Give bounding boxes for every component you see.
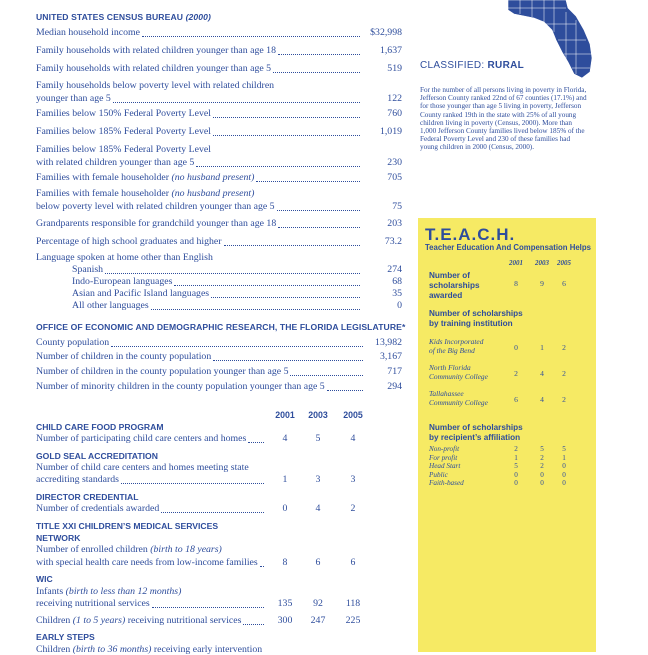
teach-value: 9: [540, 279, 544, 288]
teach-value: 5: [540, 445, 544, 453]
teach-row-label: Public: [429, 470, 448, 479]
dot-leader: [113, 102, 360, 103]
program-value: 0: [282, 503, 288, 514]
census-row-label: [36, 172, 254, 183]
dot-leader: [213, 360, 363, 361]
label-italic: (birth to 36 months): [70, 644, 152, 655]
program-value: 5: [315, 433, 321, 444]
label-italic: (birth to 18 years): [147, 544, 222, 555]
teach-title: T.E.A.C.H.: [425, 225, 516, 244]
program-year-header: 2003: [308, 410, 328, 420]
label-text: receiving early intervention: [151, 644, 263, 655]
teach-value: 2: [562, 395, 566, 404]
teach-value: 0: [514, 343, 518, 352]
census-row-value: $32,998: [370, 27, 402, 38]
teach-row-label: Tallahassee: [429, 389, 464, 398]
oedr-row-value: 3,167: [379, 351, 402, 362]
program-label: [36, 586, 181, 597]
program-value: 300: [277, 615, 293, 626]
teach-year-header: 2005: [557, 259, 571, 267]
census-row-label: [36, 218, 276, 229]
census-row-label: [36, 27, 140, 38]
census-row-value: 705: [387, 172, 402, 183]
census-row-value: 75: [392, 201, 402, 212]
label-text: accrediting standards: [36, 474, 119, 485]
teach-value: 2: [540, 462, 544, 471]
dot-leader: [248, 442, 264, 443]
teach-subtitle: Teacher Education And Compensation Helps: [425, 243, 591, 252]
teach-section-header: by recipient’s affiliation: [429, 433, 521, 442]
label-text: All other languages: [72, 300, 149, 311]
census-row-label: [36, 144, 211, 155]
language-row-value: 35: [392, 288, 402, 299]
teach-row-label: Non-profit: [429, 445, 460, 453]
program-label: [36, 503, 159, 514]
census-row-label: [36, 45, 276, 56]
label-text: Number of minority children in the county population younger than age 5: [36, 381, 325, 392]
teach-value: 2: [562, 343, 566, 352]
dot-leader: [152, 607, 264, 608]
program-label: [36, 433, 246, 444]
language-row-label: [72, 288, 209, 299]
program-value: 4: [282, 433, 288, 444]
label-text: below poverty level with related children younger than age 5: [36, 201, 275, 212]
label-text: Families below 185% Federal Poverty Level: [36, 144, 211, 155]
census-row-label: [36, 93, 111, 104]
census-row-value: 73.2: [384, 236, 402, 247]
program-label: [36, 462, 249, 473]
teach-value: 0: [562, 462, 566, 471]
dot-leader: [196, 166, 360, 167]
teach-value: 8: [514, 279, 518, 288]
program-value: 92: [313, 598, 323, 609]
teach-label: Number of: [429, 271, 470, 280]
program-value: 247: [310, 615, 326, 626]
teach-value: 0: [562, 470, 566, 479]
label-text: Number of children in the county population younger than age 5: [36, 366, 289, 377]
language-row-label: [72, 300, 149, 311]
oedr-row-label: [36, 366, 288, 377]
teach-value: 4: [540, 369, 544, 378]
label-text: receiving nutritional services: [125, 615, 242, 626]
teach-value: 0: [562, 479, 566, 488]
label-text: Asian and Pacific Island languages: [72, 288, 210, 299]
label-italic: (no husband present): [169, 172, 255, 183]
label-text: Children: [36, 644, 71, 655]
label-text: Number of enrolled children: [36, 544, 148, 555]
program-header: DIRECTOR CREDENTIAL: [36, 492, 139, 502]
label-text: Children: [36, 615, 71, 626]
teach-value: 5: [514, 462, 518, 471]
label-text: Number of child care centers and homes meeting state: [36, 462, 249, 473]
dot-leader: [121, 483, 264, 484]
teach-value: 0: [540, 479, 544, 488]
census-row-label: [36, 80, 274, 91]
label-text: Percentage of high school graduates and higher: [36, 236, 222, 247]
label-italic: (1 to 5 years): [70, 615, 126, 626]
label-text: Families with female householder: [36, 172, 170, 183]
label-text: Grandparents responsible for grandchild younger than age 18: [36, 218, 277, 229]
dot-leader: [105, 273, 360, 274]
oedr-row-label: [36, 381, 325, 392]
program-label: [36, 615, 241, 626]
dot-leader: [243, 624, 264, 625]
label-text: with related children younger than age 5: [36, 157, 195, 168]
label-text: younger than age 5: [36, 93, 111, 104]
label-text: with special health care needs from low-income families: [36, 557, 258, 568]
teach-value: 4: [540, 395, 544, 404]
teach-row-label: Kids Incorporated: [429, 337, 484, 346]
oedr-row-value: 294: [387, 381, 402, 392]
program-year-header: 2005: [343, 410, 363, 420]
teach-value: 1: [562, 453, 566, 462]
census-row-value: 203: [387, 218, 402, 229]
dot-leader: [111, 346, 363, 347]
teach-value: 1: [540, 343, 544, 352]
census-row-label: [36, 236, 222, 247]
teach-value: 2: [514, 369, 518, 378]
dot-leader: [224, 245, 360, 246]
program-label: [36, 544, 222, 555]
teach-value: 5: [562, 445, 566, 453]
oedr-row-label: [36, 337, 109, 348]
label-text: Number of children in the county population: [36, 351, 212, 362]
label-text: Family households with related children younger than age 5: [36, 63, 272, 74]
teach-value: 6: [562, 279, 566, 288]
teach-section-header: Number of scholarships: [429, 423, 523, 432]
dot-leader: [142, 36, 360, 37]
teach-year-header: 2003: [535, 259, 549, 267]
label-text: Number of participating child care centers and homes: [36, 433, 247, 444]
program-value: 4: [350, 433, 356, 444]
dot-leader: [151, 309, 360, 310]
teach-value: 6: [514, 395, 518, 404]
program-header: GOLD SEAL ACCREDITATION: [36, 451, 158, 461]
program-value: 118: [345, 598, 361, 609]
census-row-label: [36, 108, 211, 119]
teach-row-label: Community College: [429, 372, 488, 381]
label-text: Families below 185% Federal Poverty Level: [36, 126, 211, 137]
language-header: [36, 252, 213, 263]
teach-value: 1: [514, 453, 518, 462]
teach-label: scholarships: [429, 281, 480, 290]
language-row-label: [72, 276, 172, 287]
census-row-label: [36, 126, 211, 137]
census-header: UNITED STATES CENSUS BUREAU (2000): [36, 12, 212, 22]
classified-label: CLASSIFIED: RURAL: [420, 60, 525, 71]
program-header: EARLY STEPS: [36, 632, 95, 642]
oedr-header: OFFICE OF ECONOMIC AND DEMOGRAPHIC RESEARCH, THE FLORIDA LEGISLATURE*: [36, 322, 406, 332]
poverty-blurb: For the number of all persons living in poverty in Florida, Jefferson County ranked 22nd of 67 counties (17.1%) and for those younger than age 5 living in poverty, Jefferson County ranked 19th in the state with 25% of all young children living in poverty (Census, 2000). More than 1,000 Jefferson County families lived below 185% of the Federal Poverty Level and 230 of these families had young children in 2000 (Census, 2000).: [420, 86, 587, 152]
census-row-value: 760: [387, 108, 402, 119]
program-header: NETWORK: [36, 533, 81, 543]
dot-leader: [260, 566, 264, 567]
census-row-value: 1,637: [379, 45, 402, 56]
program-value: 2: [350, 503, 356, 514]
oedr-row-label: [36, 351, 211, 362]
teach-value: 2: [540, 453, 544, 462]
dot-leader: [161, 512, 264, 513]
language-row-value: 0: [397, 300, 402, 311]
label-italic: (no husband present): [169, 188, 255, 199]
oedr-row-value: 717: [387, 366, 402, 377]
label-text: County population: [36, 337, 110, 348]
label-text: Indo-European languages: [72, 276, 173, 287]
program-value: 135: [277, 598, 293, 609]
teach-section-header: by training institution: [429, 319, 513, 328]
teach-value: 0: [540, 470, 544, 479]
teach-label: awarded: [429, 291, 463, 300]
program-value: 3: [350, 474, 356, 485]
teach-value: 0: [514, 470, 518, 479]
label-italic: (birth to less than 12 months): [63, 586, 182, 597]
census-row-value: 230: [387, 157, 402, 168]
label-text: Spanish: [72, 264, 104, 275]
label-text: Language spoken at home other than English: [36, 252, 213, 263]
program-value: 3: [315, 474, 321, 485]
teach-row-label: North Florida: [429, 363, 471, 372]
language-row-label: [72, 264, 103, 275]
census-row-value: 122: [387, 93, 402, 104]
teach-row-label: of the Big Bend: [429, 346, 475, 355]
program-value: 6: [315, 557, 321, 568]
dot-leader: [211, 297, 360, 298]
census-row-label: [36, 157, 194, 168]
label-text: Family households with related children younger than age 18: [36, 45, 276, 56]
program-label: [36, 557, 258, 568]
program-label: [36, 598, 150, 609]
census-row-label: [36, 188, 254, 199]
teach-row-label: Community College: [429, 398, 488, 407]
teach-row-label: Faith-based: [429, 479, 464, 488]
label-text: Median household income: [36, 27, 140, 38]
census-row-label: [36, 63, 271, 74]
program-year-header: 2001: [275, 410, 295, 420]
teach-row-label: For profit: [429, 453, 458, 462]
program-value: 6: [350, 557, 356, 568]
teach-year-header: 2001: [509, 259, 523, 267]
language-row-value: 274: [387, 264, 402, 275]
oedr-row-value: 13,982: [375, 337, 402, 348]
teach-row-label: Head Start: [429, 462, 461, 471]
census-row-value: 519: [387, 63, 402, 74]
label-text: Families with female householder: [36, 188, 170, 199]
dot-leader: [174, 285, 360, 286]
census-row-label: [36, 201, 275, 212]
label-text: Family households below poverty level with related children: [36, 80, 275, 91]
program-value: 4: [315, 503, 321, 514]
program-header: WIC: [36, 574, 53, 584]
program-value: 8: [282, 557, 288, 568]
program-label: [36, 474, 119, 485]
label-text: Families below 150% Federal Poverty Level: [36, 108, 211, 119]
program-value: 225: [345, 615, 361, 626]
program-header: TITLE XXI CHILDREN’S MEDICAL SERVICES: [36, 521, 219, 531]
label-text: receiving nutritional services: [36, 598, 150, 609]
census-row-value: 1,019: [379, 126, 402, 137]
teach-panel: [418, 218, 596, 652]
teach-value: 0: [514, 479, 518, 488]
dot-leader: [213, 117, 360, 118]
teach-value: 2: [514, 445, 518, 453]
dot-leader: [213, 135, 360, 136]
label-text: Infants: [36, 586, 64, 597]
teach-value: 2: [562, 369, 566, 378]
teach-section-header: Number of scholarships: [429, 309, 523, 318]
program-value: 1: [282, 474, 288, 485]
language-row-value: 68: [392, 276, 402, 287]
label-text: Number of credentials awarded: [36, 503, 160, 514]
program-header: CHILD CARE FOOD PROGRAM: [36, 422, 164, 432]
